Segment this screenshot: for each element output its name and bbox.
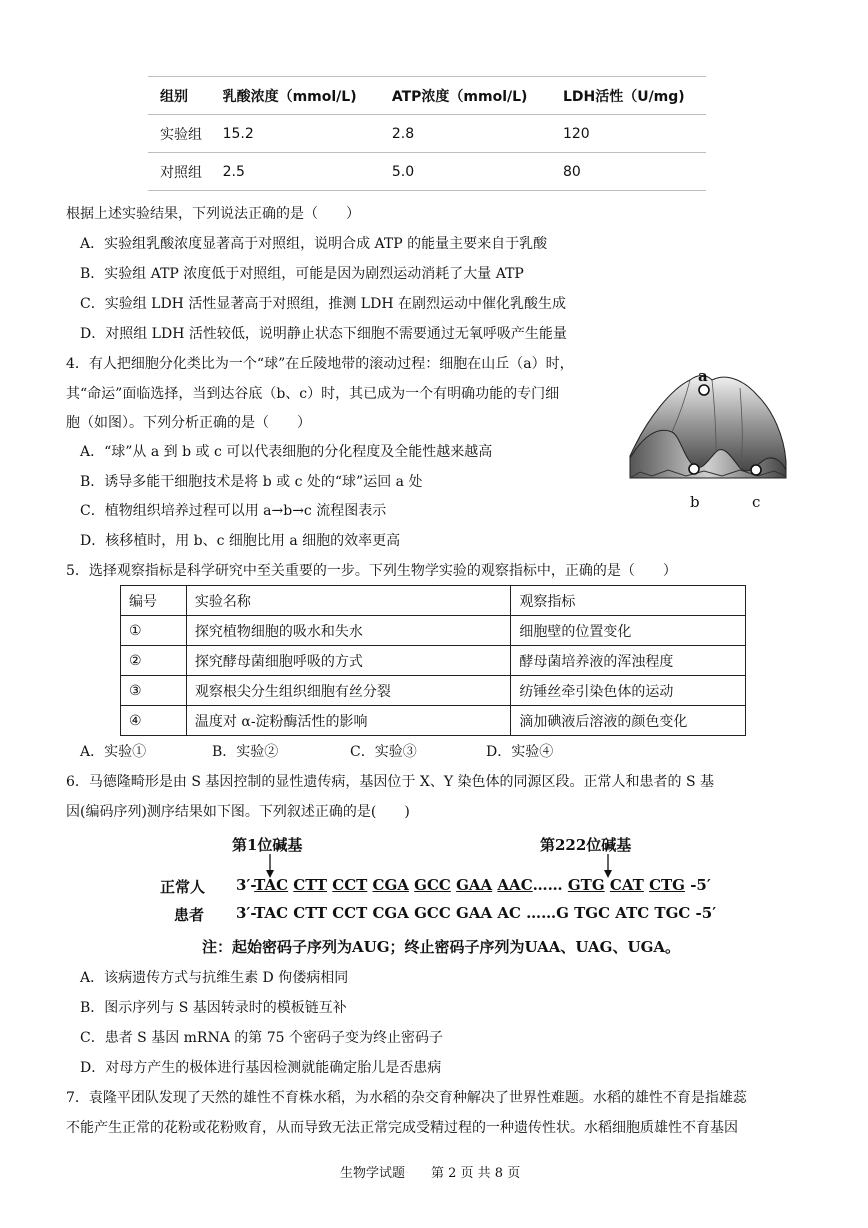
landscape-illustration [628, 366, 788, 516]
q3-option-d: D．对照组 LDH 活性较低，说明静止状态下细胞不需要通过无氧呼吸产生能量 [80, 326, 567, 342]
table-cell: 80 [551, 153, 706, 191]
codon: CGA [372, 876, 409, 894]
table-row [121, 706, 746, 736]
differentiation-landscape-figure [628, 366, 788, 516]
table-cell: 细胞壁的位置变化 [511, 616, 746, 646]
codon: CAT [609, 876, 644, 894]
q4-option-b: B．诱导多能干细胞技术是将 b 或 c 处的“球”运回 a 处 [80, 474, 423, 490]
figure-label-b: b [690, 493, 700, 511]
codon: TAC [254, 876, 289, 894]
codon: GTG [567, 876, 605, 894]
q4-option-d: D．核移植时，用 b、c 细胞比用 a 细胞的效率更高 [80, 533, 401, 549]
q6-option-b: B．图示序列与 S 基因转录时的模板链互补 [80, 1000, 347, 1016]
table-cell: 纺锤丝牵引染色体的运动 [511, 676, 746, 706]
table-cell: ① [121, 616, 187, 646]
codon: CTT [293, 876, 328, 894]
codon-note: 注：起始密码子序列为AUG；终止密码子序列为UAA、UAG、UGA。 [202, 938, 681, 956]
gene-sequence-diagram [150, 832, 717, 962]
patient-label: 患者 [174, 906, 205, 924]
table-cell: 2.8 [380, 115, 551, 153]
position-1-label: 第1位碱基 [232, 836, 303, 854]
figure-label-a: a [698, 367, 708, 385]
q4-option-a: A．“球”从 a 到 b 或 c 可以代表细胞的分化程度及全能性越来越高 [80, 444, 493, 460]
table-cell: 15.2 [211, 115, 380, 153]
sequence-prefix: 3′- [236, 876, 255, 894]
sequence-ellipsis: …… [532, 876, 563, 894]
ball-c-marker [751, 465, 761, 475]
q4-stem-line-2: 其“命运”面临选择，当到达谷底（b、c）时，其已成为一个有明确功能的专门细 [66, 386, 560, 402]
table-header-cell: 编号 [121, 586, 187, 616]
normal-sequence [236, 876, 711, 894]
table-cell: 探究植物细胞的吸水和失水 [186, 616, 510, 646]
table-header-cell: LDH活性（U/mg) [551, 77, 706, 115]
q6-option-c: C．患者 S 基因 mRNA 的第 75 个密码子变为终止密码子 [80, 1030, 443, 1046]
q7-line-1: 7．袁隆平团队发现了天然的雄性不育株水稻，为水稻的杂交育种解决了世界性难题。水稻的雄性不育是指雄蕊 [66, 1090, 747, 1106]
q6-option-a: A．该病遗传方式与抗维生素 D 佝偻病相同 [80, 970, 349, 986]
table-cell: ③ [121, 676, 187, 706]
table-header-cell: 组别 [148, 77, 211, 115]
position-222-label: 第222位碱基 [540, 836, 632, 854]
q6-option-d: D．对母方产生的极体进行基因检测就能确定胎儿是否患病 [80, 1060, 442, 1076]
codon: GAA [456, 876, 493, 894]
lactate-atp-ldh-table [148, 76, 706, 191]
patient-sequence: 3′-TAC CTT CCT CGA GCC GAA AC ……G TGC ATC TGC -5′ [236, 904, 717, 922]
q4-stem-line-1: 4．有人把细胞分化类比为一个“球”在丘陵地带的滚动过程：细胞在山丘（a）时， [66, 356, 574, 372]
table-row [148, 115, 706, 153]
q5-option-c: C．实验③ [350, 744, 417, 760]
q3-option-a: A．实验组乳酸浓度显著高于对照组，说明合成 ATP 的能量主要来自于乳酸 [80, 236, 548, 252]
codon: CCT [332, 876, 368, 894]
table-cell: ② [121, 646, 187, 676]
q6-stem-line-2: 因(编码序列)测序结果如下图。下列叙述正确的是( ) [66, 804, 410, 820]
table-cell: ④ [121, 706, 187, 736]
table-cell: 滴加碘液后溶液的颜色变化 [511, 706, 746, 736]
q5-option-b: B．实验② [212, 744, 279, 760]
q5-option-d: D．实验④ [486, 744, 554, 760]
table-header-cell: 实验名称 [186, 586, 510, 616]
q4-stem-line-3: 胞（如图）。下列分析正确的是（ ） [66, 415, 311, 431]
table-header-row [121, 586, 746, 616]
table-cell: 酵母菌培养液的浑浊程度 [511, 646, 746, 676]
table-cell: 120 [551, 115, 706, 153]
table-row [121, 676, 746, 706]
q6-stem-line-1: 6．马德隆畸形是由 S 基因控制的显性遗传病，基因位于 X、Y 染色体的同源区段。正常人和患者的 S 基 [66, 774, 714, 790]
table-cell: 观察根尖分生组织细胞有丝分裂 [186, 676, 510, 706]
page-footer: 生物学试题 第 2 页 共 8 页 [340, 1166, 521, 1181]
table-cell: 实验组 [148, 115, 211, 153]
table-header-cell: 观察指标 [511, 586, 746, 616]
table-header-cell: 乳酸浓度（mmol/L) [211, 77, 380, 115]
table-row [121, 616, 746, 646]
table-cell: 2.5 [211, 153, 380, 191]
normal-label: 正常人 [160, 878, 206, 896]
codon: AAC [497, 876, 533, 894]
q3-stem: 根据上述实验结果，下列说法正确的是（ ） [66, 206, 360, 222]
ball-a-marker [699, 385, 709, 395]
q5-stem: 5．选择观察指标是科学研究中至关重要的一步。下列生物学实验的观察指标中，正确的是（ ） [66, 563, 677, 579]
table-header-row [148, 77, 706, 115]
table-row [121, 646, 746, 676]
q7-line-2: 不能产生正常的花粉或花粉败育，从而导致无法正常完成受精过程的一种遗传性状。水稻细胞质雄性不育基因 [66, 1120, 738, 1136]
q4-option-c: C．植物组织培养过程可以用 a→b→c 流程图表示 [80, 503, 387, 519]
figure-label-c: c [752, 493, 761, 511]
table-header-cell: ATP浓度（mmol/L) [380, 77, 551, 115]
table-row [148, 153, 706, 191]
ball-b-marker [689, 464, 699, 474]
q3-option-c: C．实验组 LDH 活性显著高于对照组，推测 LDH 在剧烈运动中催化乳酸生成 [80, 296, 566, 312]
codon: GCC [414, 876, 451, 894]
sequence-suffix: -5′ [684, 876, 711, 894]
table-cell: 探究酵母菌细胞呼吸的方式 [186, 646, 510, 676]
experiment-indicator-table [120, 585, 746, 736]
table-cell: 对照组 [148, 153, 211, 191]
q5-option-a: A．实验① [80, 744, 147, 760]
table-cell: 温度对 α-淀粉酶活性的影响 [186, 706, 510, 736]
table-cell: 5.0 [380, 153, 551, 191]
codon: CTG [649, 876, 685, 894]
q3-option-b: B．实验组 ATP 浓度低于对照组，可能是因为剧烈运动消耗了大量 ATP [80, 266, 524, 282]
